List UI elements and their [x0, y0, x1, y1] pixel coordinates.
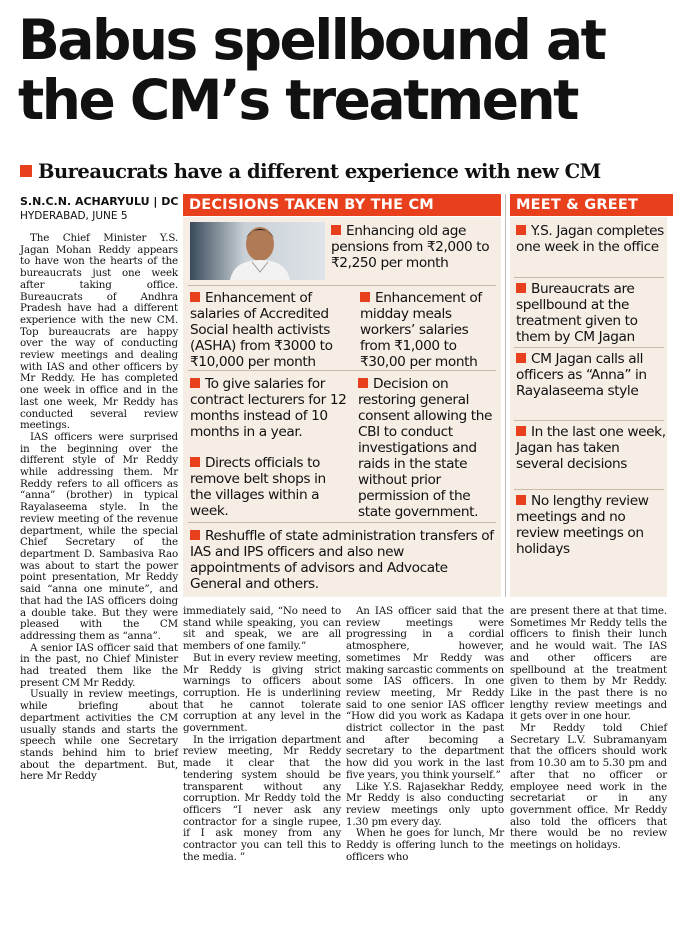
decision-item: Reshuffle of state administration transfers of IAS and IPS officers and also new appointments of advisors and Advocate General and others.: [190, 528, 494, 592]
article-column-4: [510, 606, 667, 852]
article-paragraph: Usually in review meetings, while briefing about department activities the CM usually stands and starts the speech while one Secretary stands behind him to brief about the department. But, here Mr Reddy: [20, 688, 178, 783]
decision-item: Enhancement of salaries of Accredited Social health activists (ASHA) from ₹3000 to ₹10,000 per month: [190, 290, 333, 370]
deck-text: Bureaucrats have a different experience with new CM: [38, 160, 601, 183]
decision-item: Directs officials to remove belt shops in the villages within a week.: [190, 455, 326, 519]
cm-photo: [190, 222, 325, 280]
headline: [18, 10, 668, 130]
meet-greet-item: CM Jagan calls all officers as “Anna” in Rayalaseema style: [516, 351, 647, 399]
divider: [514, 277, 664, 278]
square-bullet-icon: [331, 225, 341, 235]
headline-line-2: the CM’s treatment: [18, 68, 577, 132]
square-bullet-icon: [516, 426, 526, 436]
decisions-box-title: DECISIONS TAKEN BY THE CM: [183, 194, 501, 216]
square-bullet-icon: [516, 495, 526, 505]
article-paragraph: In the irrigation department review meeting, Mr Reddy made it clear that the tendering system should be transparent without any corruption. Mr Reddy told the officers “I never ask any contractor for a single rupee, if I ask money from any contractor you can tell this to the media. ”: [183, 733, 341, 863]
decision-item: To give salaries for contract lecturers for 12 months instead of 10 months in a year.: [190, 376, 347, 440]
article-paragraph: Like Y.S. Rajasekhar Reddy, Mr Reddy is also conducting review meetings only upto 1.30 pm every day.: [346, 780, 504, 828]
square-bullet-icon: [20, 165, 32, 177]
square-bullet-icon: [190, 457, 200, 467]
column-rule: [505, 194, 506, 597]
byline-author: S.N.C.N. ACHARYULU | DC: [20, 195, 179, 208]
byline: [20, 195, 190, 223]
deck-subheadline: [20, 160, 670, 183]
square-bullet-icon: [190, 530, 200, 540]
decision-item: Enhancement of midday meals workers’ salaries from ₹1,000 to ₹30,00 per month: [360, 290, 482, 370]
article-column-2: [183, 606, 341, 863]
article-paragraph: An IAS officer said that the review meetings were progressing in a cordial atmosphere, however, sometimes Mr Reddy was making sarcastic comments on some IAS officers. In one review meeting, Mr Reddy said to one senior IAS officer “How did you work as Kadapa district collector in the past and after becoming a secretary to the department how did you work in the last five years, you think yourself.”: [346, 605, 504, 781]
article-paragraph: A senior IAS officer said that in the past, no Chief Minister had treated them like the present CM Mr Reddy.: [20, 641, 178, 689]
meet-greet-item: In the last one week, Jagan has taken several decisions: [516, 424, 666, 472]
article-paragraph: IAS officers were surprised in the beginning over the different style of Mr Reddy while addressing them. Mr Reddy refers to all officers as “anna” (brother) in typical Rayalaseema style. In the review meeting of the revenue department, while the special Chief Secretary of the department D. Sambasiva Rao was about to start the power point presentation, Mr Reddy said “anna one minute”, and that had the IAS officers doing a double take. But they were pleased with the CM addressing them as “anna”.: [20, 430, 178, 642]
square-bullet-icon: [516, 353, 526, 363]
square-bullet-icon: [516, 225, 526, 235]
byline-dateline: HYDERABAD, JUNE 5: [20, 210, 128, 222]
decision-item: Decision on restoring general consent allowing the CBI to conduct investigations and raids in the state without prior permission of the state government.: [358, 376, 493, 520]
divider: [514, 489, 664, 490]
person-photo-icon: [190, 222, 325, 280]
decision-item: Enhancing old age pensions from ₹2,000 to ₹2,250 per month: [331, 223, 490, 271]
article-paragraph: Mr Reddy told Chief Secretary L.V. Subramanyam that the officers should work from 10.30 am to 5.30 pm and after that no officer or employee need work in the secretariat or in any government office. Mr Reddy also told the officers that there would be no review meetings on holidays.: [510, 722, 667, 852]
square-bullet-icon: [190, 378, 200, 388]
headline-line-1: Babus spellbound at: [18, 8, 605, 72]
divider: [514, 420, 664, 421]
divider: [188, 522, 496, 523]
article-paragraph: But in every review meeting, Mr Reddy is giving strict warnings to officers about corruption. He is underlining that he cannot tolerate corruption at any level in the government.: [183, 651, 341, 735]
square-bullet-icon: [516, 283, 526, 293]
meet-greet-title: MEET & GREET: [510, 194, 673, 216]
meet-greet-item: Bureaucrats are spellbound at the treatment given to them by CM Jagan: [516, 281, 638, 345]
square-bullet-icon: [190, 292, 200, 302]
meet-greet-item: Y.S. Jagan completes one week in the office: [516, 223, 664, 255]
article-paragraph: immediately said, “No need to stand while speaking, you can sit and speak, we are all members of one family.”: [183, 605, 341, 653]
divider: [188, 285, 496, 286]
square-bullet-icon: [358, 378, 368, 388]
article-paragraph: The Chief Minister Y.S. Jagan Mohan Reddy appears to have won the hearts of the bureaucrats just one week after taking office. Bureaucrats of Andhra Pradesh have had a different experience with the new CM. Top bureaucrats are happy over the way of conducting review meetings and dealing with IAS and other officers by Mr Reddy. He has completed one week in office and in the last one week, Mr Reddy has conducted several review meetings.: [20, 232, 178, 432]
article-column-1: [20, 233, 178, 783]
square-bullet-icon: [360, 292, 370, 302]
article-paragraph: are present there at that time. Sometimes Mr Reddy tells the officers to finish their lunch and he would wait. The IAS and other officers are spellbound at the treatment given to them by Mr Reddy. Like in the past there is no lengthy review meetings and it gets over in one hour.: [510, 605, 667, 723]
article-paragraph: When he goes for lunch, Mr Reddy is offering lunch to the officers who: [346, 827, 504, 863]
divider: [188, 370, 496, 371]
divider: [514, 347, 664, 348]
meet-greet-item: No lengthy review meetings and no review meetings on holidays: [516, 493, 649, 557]
article-column-3: [346, 606, 504, 863]
